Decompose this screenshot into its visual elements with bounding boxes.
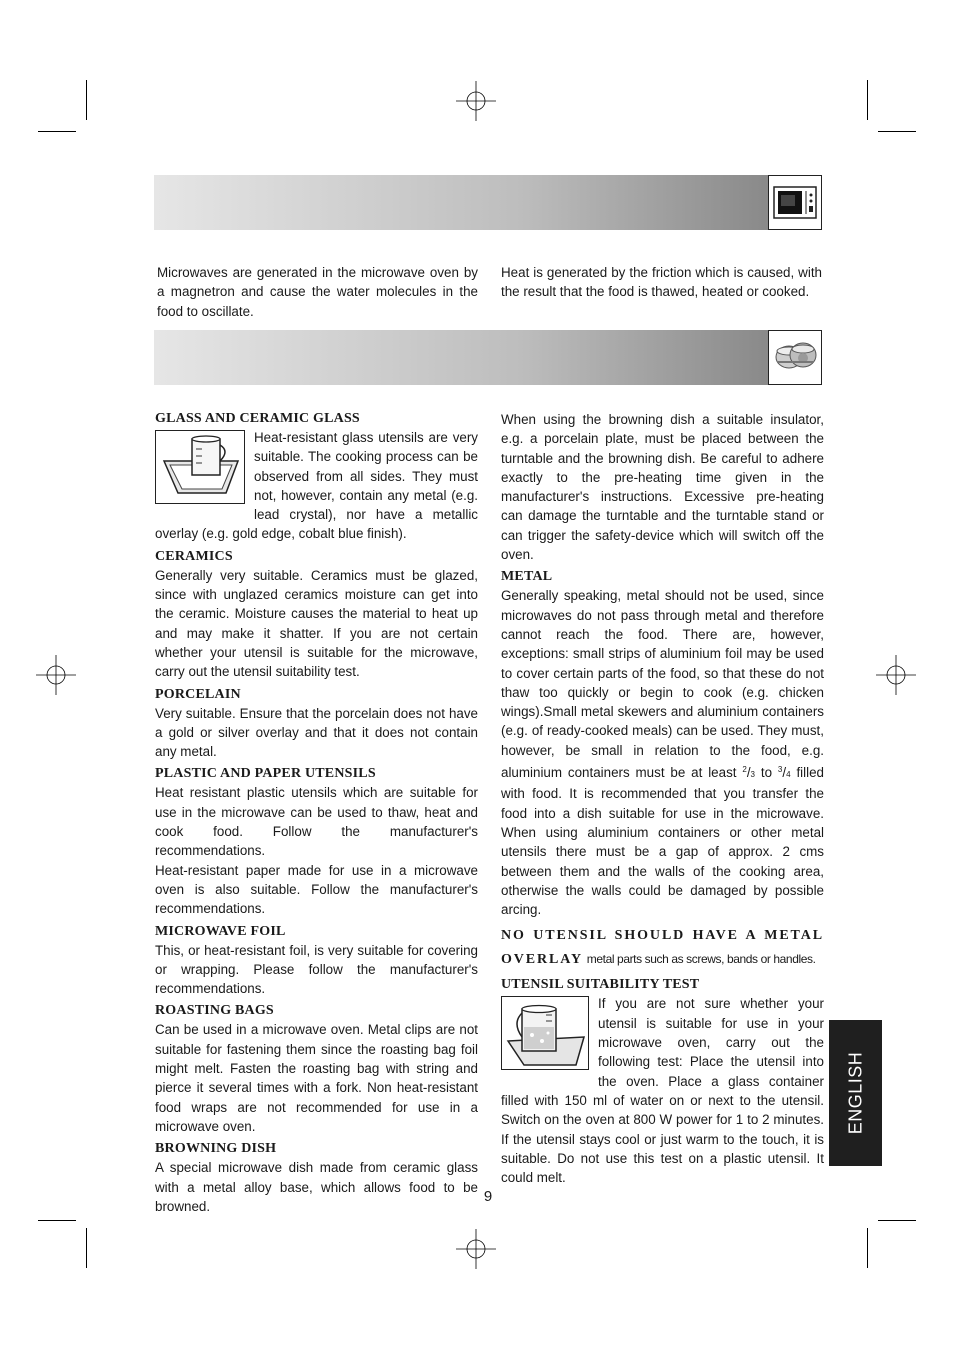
section-banner — [154, 330, 822, 385]
section-body: This, or heat-resistant foil, is very suitable for covering or wrapping. Please follow the manufacturer's recommendations. — [155, 942, 478, 997]
crop-mark — [867, 1228, 868, 1268]
section-body: Very suitable. Ensure that the porcelain does not have a gold or silver overlay and that it does not contain any metal. — [155, 705, 478, 760]
section-foil — [155, 922, 478, 999]
registration-mark-icon — [456, 1229, 496, 1269]
section-body: Heat-resistant glass utensils are very suitable. The cooking process can be observed from all sides. They must not, however, contain any metal (e.g. lead crystal), nor have a metallic overlay (e.g. gold edge, cobalt blue finish). — [155, 430, 478, 542]
section-body: Generally speaking, metal should not be used, since microwaves do not pass through metal and therefore cannot reach the food. There are, however, exceptions: small strips of aluminium foil may be used to cover certain parts of the food, so that these do not thaw too quickly or begin to cook (e.g. chicken wings).Small metal skewers and aluminium containers (e.g. of ready-cooked meals) can be used. They must, however, be small in relation to the food, e.g. aluminium containers must be at least $^2$/3 to $^3$/4 filled with food. It is recommended that you transfer the food into a dish suitable for use in the microwave. When using aluminium containers or other metal utensils there must be a gap of approx. 2 cms between them and the walls of the cooking area, otherwise the walls could be damaged by possible arcing. — [501, 588, 824, 918]
section-metal — [501, 567, 824, 919]
warning-bold: NO UTENSIL SHOULD HAVE A METAL OVERLAY — [501, 928, 824, 968]
section-browning-continued — [501, 410, 824, 564]
section-heading: METAL — [501, 569, 553, 585]
intro-left — [157, 263, 478, 321]
section-heading: PLASTIC AND PAPER UTENSILS — [155, 766, 376, 782]
warning-rest: metal parts such as screws, bands or handles. — [586, 952, 816, 967]
cookware-icon — [768, 330, 822, 385]
registration-mark-icon — [36, 655, 76, 695]
section-heading: GLASS AND CERAMIC GLASS — [155, 411, 360, 426]
section-body: Generally very suitable. Ceramics must be glazed, since with unglazed ceramics moisture can get into the ceramic. Moisture causes the material to heat up and may make it shatter. If you are not certain whether your utensil is suitable for the microwave, carry out the utensil suitability test. — [155, 567, 478, 680]
header-banner — [154, 175, 822, 230]
crop-mark — [867, 80, 868, 120]
fraction-numerator: 3 — [777, 765, 783, 775]
registration-mark-icon — [456, 81, 496, 121]
section-heading: MICROWAVE FOIL — [155, 923, 286, 939]
crop-mark — [86, 1228, 87, 1268]
section-glass — [155, 409, 478, 544]
section-heading: UTENSIL SUITABILITY TEST — [501, 977, 700, 993]
section-body: If you are not sure whether your utensil is suitable for use in your microwave oven, carry out the following test: Place the utensil into the oven. Place a glass container filled with 150 ml of water on or next to the utensil. Switch on the oven at 800 W power for 1 to 2 minutes. If the utensil stays cool or just warm to the touch, it is suitable. Do not use this test on a plastic utensil. It could melt. — [501, 996, 824, 1186]
section-porcelain — [155, 685, 478, 762]
registration-mark-icon — [876, 655, 916, 695]
section-body: A special microwave dish made from ceramic glass with a metal alloy base, which allows food to be browned. — [155, 1160, 478, 1214]
page-number: 9 — [483, 1188, 493, 1205]
crop-mark — [38, 131, 76, 132]
glass-dish-icon — [155, 430, 245, 504]
section-heading: ROASTING BAGS — [155, 1003, 274, 1019]
section-plastic — [155, 764, 478, 918]
intro-right-text: Heat is generated by the friction which is caused, with the result that the food is thawed, heated or cooked. — [501, 265, 822, 300]
section-body: When using the browning dish a suitable insulator, e.g. a porcelain plate, must be placed between the turntable and the browning dish. Be careful to adhere exactly to the pre-heating time given in the manufacturer's instructions. Excessive pre-heating can damage the turntable and the turntable stand or can trigger the safety-device which will switch off the oven. — [501, 412, 824, 563]
fraction-denominator: 4 — [786, 770, 791, 780]
section-body: Heat resistant plastic utensils which are suitable for use in the microwave can be used to thaw, heat and cook food. Follow the manufacturer's recommendations. — [155, 785, 478, 859]
section-test — [501, 975, 824, 1187]
crop-mark — [86, 80, 87, 120]
section-bags — [155, 1001, 478, 1136]
section-warning — [501, 923, 824, 971]
warning-text — [501, 923, 824, 971]
fraction-numerator: 2 — [742, 765, 747, 775]
section-heading: PORCELAIN — [155, 686, 241, 702]
language-tab — [829, 1020, 882, 1166]
language-tab-label: ENGLISH — [845, 1051, 865, 1135]
metal-text-b: filled with food. It is recommended that you transfer the food into a dish suitable for use in the microwave. When using aluminium containers or other metal utensils there must be a gap of approx. 2 cms between them and the walls of the cooking area, otherwise the walls could be damaged by possible arcing. — [501, 765, 824, 918]
section-heading: BROWNING DISH — [155, 1141, 277, 1157]
crop-mark — [878, 1220, 916, 1221]
section-body: Can be used in a microwave oven. Metal clips are not suitable for fastening them since the roasting bag foil might melt. Fasten the roasting bag with string and pierce it several times with a fork. Non heat-resistant food wraps are not recommended for use in a microwave oven. — [155, 1022, 478, 1134]
intro-left-text: Microwaves are generated in the microwave oven by a magnetron and cause the water molecules in the food to oscillate. — [157, 265, 478, 319]
fraction-denominator: 3 — [750, 770, 755, 780]
section-heading: CERAMICS — [155, 548, 233, 564]
measuring-jug-icon — [501, 996, 589, 1070]
right-column — [501, 410, 824, 1190]
to-word: to — [760, 765, 773, 781]
left-column — [155, 409, 478, 1219]
microwave-oven-icon — [768, 175, 822, 230]
crop-mark — [878, 131, 916, 132]
crop-mark — [38, 1220, 76, 1221]
section-browning — [155, 1139, 478, 1216]
intro-right — [501, 263, 822, 302]
section-body: Heat-resistant paper made for use in a microwave oven is also suitable. Follow the manufacturer's recommendations. — [155, 862, 478, 917]
section-ceramics — [155, 547, 478, 682]
metal-text-a: Generally speaking, metal should not be used, since microwaves do not pass through metal and therefore cannot reach the food. There are, however, exceptions: small strips of aluminium foil may be used to cover certain parts of the food, so that these do not thaw too quickly or begin to cook (e.g. chicken wings).Small metal skewers and aluminium containers (e.g. of ready-cooked meals) can be used. They must, however, be small in relation to the food, e.g. aluminium containers must be at least — [501, 588, 824, 781]
